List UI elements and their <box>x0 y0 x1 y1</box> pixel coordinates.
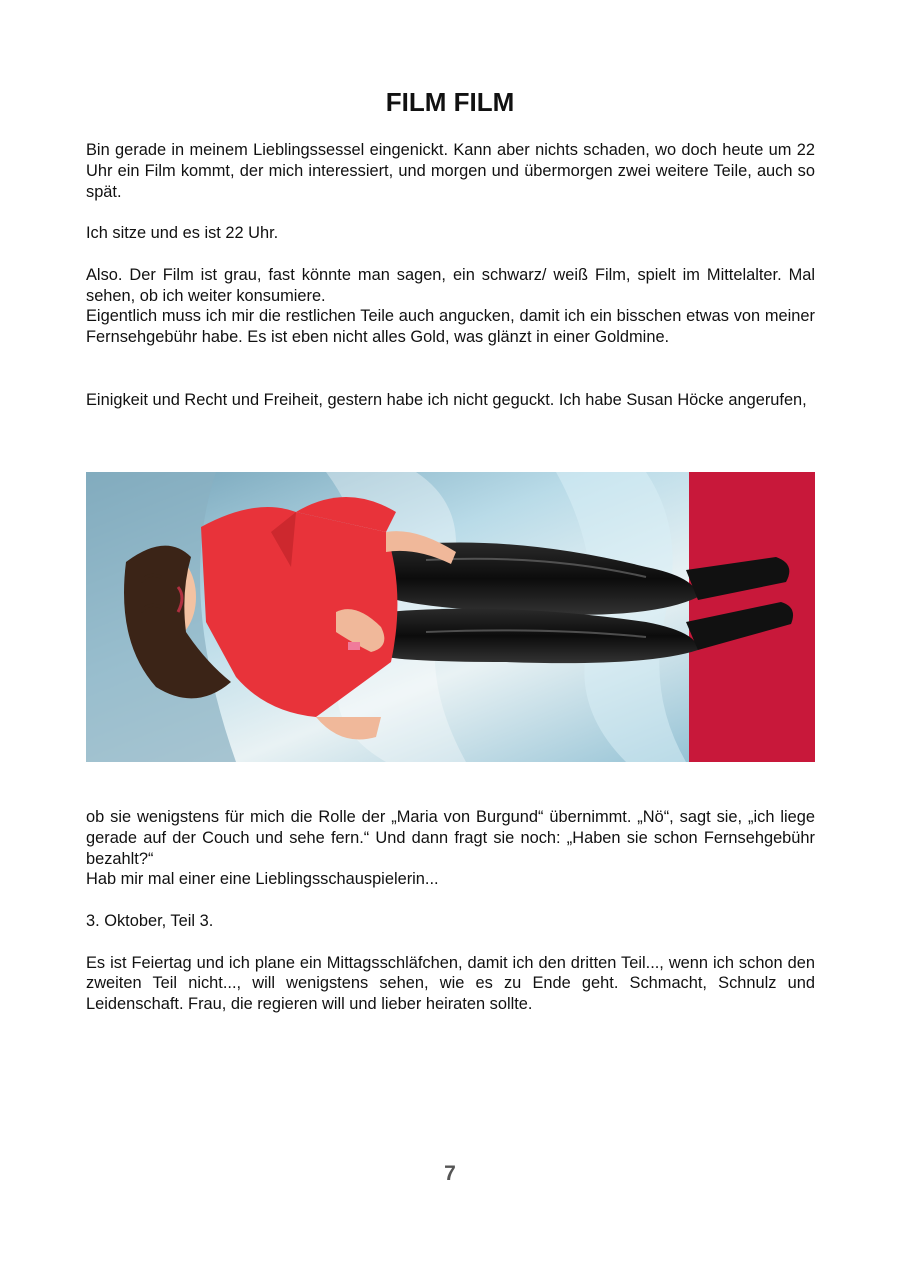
paragraph-5: Einigkeit und Recht und Freiheit, gestern habe ich nicht geguckt. Ich habe Susan Höcke angerufen, <box>86 390 807 409</box>
paragraph-4: Eigentlich muss ich mir die restlichen Teile auch angucken, damit ich ein bisschen etwas von meiner Fernsehgebühr habe. Es ist eben nicht alles Gold, was glänzt in einer Goldmine. <box>86 307 815 347</box>
title-bold-word: FILM <box>385 87 447 117</box>
paragraph-1: Bin gerade in meinem Lieblingssessel eingenickt. Kann aber nichts schaden, wo doch heute um 22 Uhr ein Film kommt, der mich interessiert, und morgen und übermorgen zwei weitere Teile, auch so spät. <box>86 141 815 201</box>
title-rest: FILM <box>446 87 515 117</box>
body-text-bottom <box>86 807 815 1015</box>
paragraph-8: 3. Oktober, Teil 3. <box>86 911 214 930</box>
page-title <box>0 86 900 118</box>
page-number: 7 <box>444 1162 456 1185</box>
paragraph-2: Ich sitze und es ist 22 Uhr. <box>86 224 279 243</box>
paragraph-6: ob sie wenigstens für mich die Rolle der „Maria von Burgund“ übernimmt. „Nö“, sagt sie, „ich liege gerade auf der Couch und sehe fern.“ Und dann fragt sie noch: „Haben sie schon Fernsehgebühr bezahlt?“ <box>86 808 815 868</box>
rotated-portrait-photo <box>86 472 815 762</box>
paragraph-7: Hab mir mal einer eine Lieblingsschauspielerin... <box>86 870 439 889</box>
photo-illustration <box>86 472 815 762</box>
paragraph-3: Also. Der Film ist grau, fast könnte man sagen, ein schwarz/ weiß Film, spielt im Mittelalter. Mal sehen, ob ich weiter konsumiere. <box>86 265 815 305</box>
paragraph-9: Es ist Feiertag und ich plane ein Mittagsschläfchen, damit ich den dritten Teil..., wenn ich schon den zweiten Teil nicht..., will wenigstens sehen, wie es zu Ende geht. Schmacht, Schnulz und Leidenschaft. Frau, die regieren will und lieber heiraten sollte. <box>86 953 815 1014</box>
body-text-top <box>86 140 815 410</box>
